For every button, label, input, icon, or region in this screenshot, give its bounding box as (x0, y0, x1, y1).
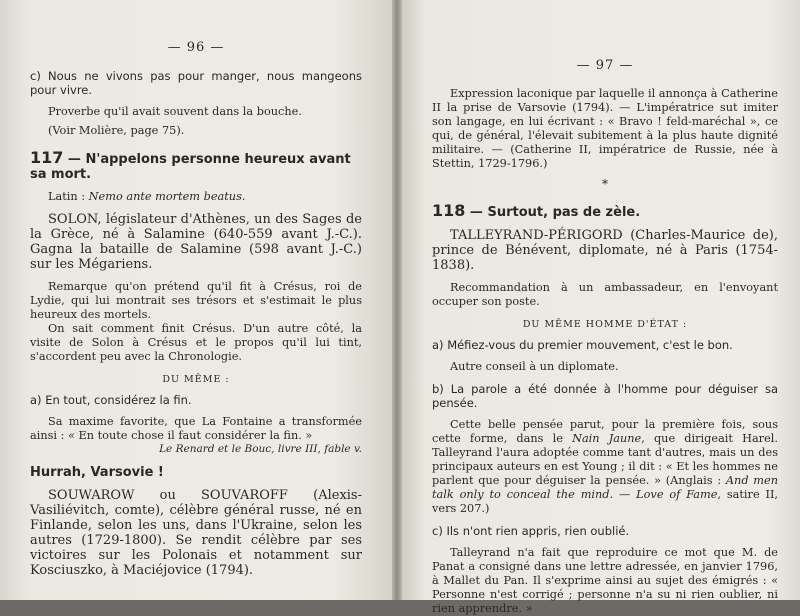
quote-c: c) Nous ne vivons pas pour manger, nous mangeons pour vivre. (30, 69, 362, 97)
source-citation: Le Renard et le Bouc, livre III, fable v. (159, 443, 362, 455)
note-part: Cette belle pensée parut, pour la première fois, sous cette forme, dans le (432, 418, 778, 445)
quote-c: c) Ils n'ont rien appris, rien oublié. (432, 524, 630, 538)
heading-117 (30, 148, 362, 182)
remarque: Remarque qu'on prétend qu'il fit à Crésus, roi de Lydie, qui lui montrait ses trésors et s'estimait le plus heureux des mortels. (30, 280, 362, 321)
page-number: — 97 — (576, 58, 634, 73)
panat-note: Talleyrand n'a fait que reproduire ce mot que M. de Panat a consigné dans une lettre adressée, en janvier 1796, à Mallet du Pan. Il s'exprime ainsi au sujet des émigrés : « Personne n'est corrigé ; personne n'a su ni rien oublier, ni rien apprendre. » (432, 546, 778, 615)
talleyrand-bio: TALLEYRAND-PÉRIGORD (Charles-Maurice de), prince de Bénévent, diplomate, né à Paris (1754-1838). (432, 228, 778, 273)
heading-text: — N'appelons personne heureux avant sa mort. (30, 152, 351, 182)
young-note (432, 418, 778, 516)
section-label: DU MÊME HOMME D'ÉTAT : (522, 319, 688, 330)
recommandation: Recommandation à un ambassadeur, en l'envoyant occuper son poste. (432, 281, 778, 308)
nain-jaune: Nain Jaune (572, 432, 642, 445)
souwarow-bio: SOUWAROW ou SOUVAROFF (Alexis-Vasiliévitch, comte), célèbre général russe, né en Finlande, selon les uns, dans l'Ukraine, selon les autres (1729-1800). Se rendit célèbre par ses victoires sur les Polonais et notamment sur Kosciuszko, à Maciéjovice (1794). (30, 488, 362, 578)
book-gutter (392, 0, 402, 600)
right-page (402, 0, 800, 615)
heading-118 (432, 201, 778, 220)
autre-conseil: Autre conseil à un diplomate. (450, 360, 619, 373)
note-part: , que dirigeait Harel. Talleyrand l'aura adoptée comme tant d'autres, mais un des principaux auteurs en est Young ; il dit : « Et les hommes ne parlent que pour déguiser la pensée. » (Anglais : (432, 432, 778, 487)
expression-note: Expression laconique par laquelle il annonça à Catherine II la prise de Varsovie (1794). — L'impératrice sut imiter son langage, en lui écrivant : « Bravo ! feld-maréchal », ce qui, de général, l'élevait subitement à la plus haute dignité militaire. — (Catherine II, impératrice de Russie, née à Stettin, 1729-1796.) (432, 87, 778, 170)
quote-a: a) En tout, considérez la fin. (30, 393, 192, 407)
moliere-ref: (Voir Molière, page 75). (48, 124, 185, 137)
latin-label: Latin : (48, 190, 89, 203)
section-label: DU MÊME : (162, 374, 230, 385)
note-part: , satire II, vers 207.) (432, 488, 778, 515)
heading-text: — Surtout, pas de zèle. (465, 205, 641, 220)
latin-line (30, 190, 362, 204)
solon-bio: SOLON, législateur d'Athènes, un des Sages de la Grèce, né à Salamine (640-559 avant J.-C.). Gagna la bataille de Salamine (598 avant J.-C.) sur les Mégariens. (30, 212, 362, 272)
on-sait: On sait comment finit Crésus. D'un autre côté, la visite de Solon à Crésus et le propos qu'il lui tint, s'accordent peu avec la Chronologie. (30, 322, 362, 363)
heading-number: 117 (30, 148, 64, 167)
heading-hurrah: Hurrah, Varsovie ! (30, 465, 164, 480)
heading-number: 118 (432, 201, 466, 220)
proverb-note: Proverbe qu'il avait souvent dans la bouche. (48, 105, 302, 118)
separator-star: * (602, 177, 608, 191)
quote-b: b) La parole a été donnée à l'homme pour déguiser sa pensée. (432, 382, 778, 410)
latin-text: Nemo ante mortem beatus. (88, 190, 246, 203)
maxime: Sa maxime favorite, que La Fontaine a transformée ainsi : « En toute chose il faut considérer la fin. » (30, 415, 362, 442)
quote-a: a) Méfiez-vous du premier mouvement, c'est le bon. (432, 338, 733, 352)
left-page (0, 0, 392, 600)
english-quote: And men talk only to conceal the mind. — Love of Fame (432, 474, 778, 501)
page-number: — 96 — (167, 40, 225, 55)
